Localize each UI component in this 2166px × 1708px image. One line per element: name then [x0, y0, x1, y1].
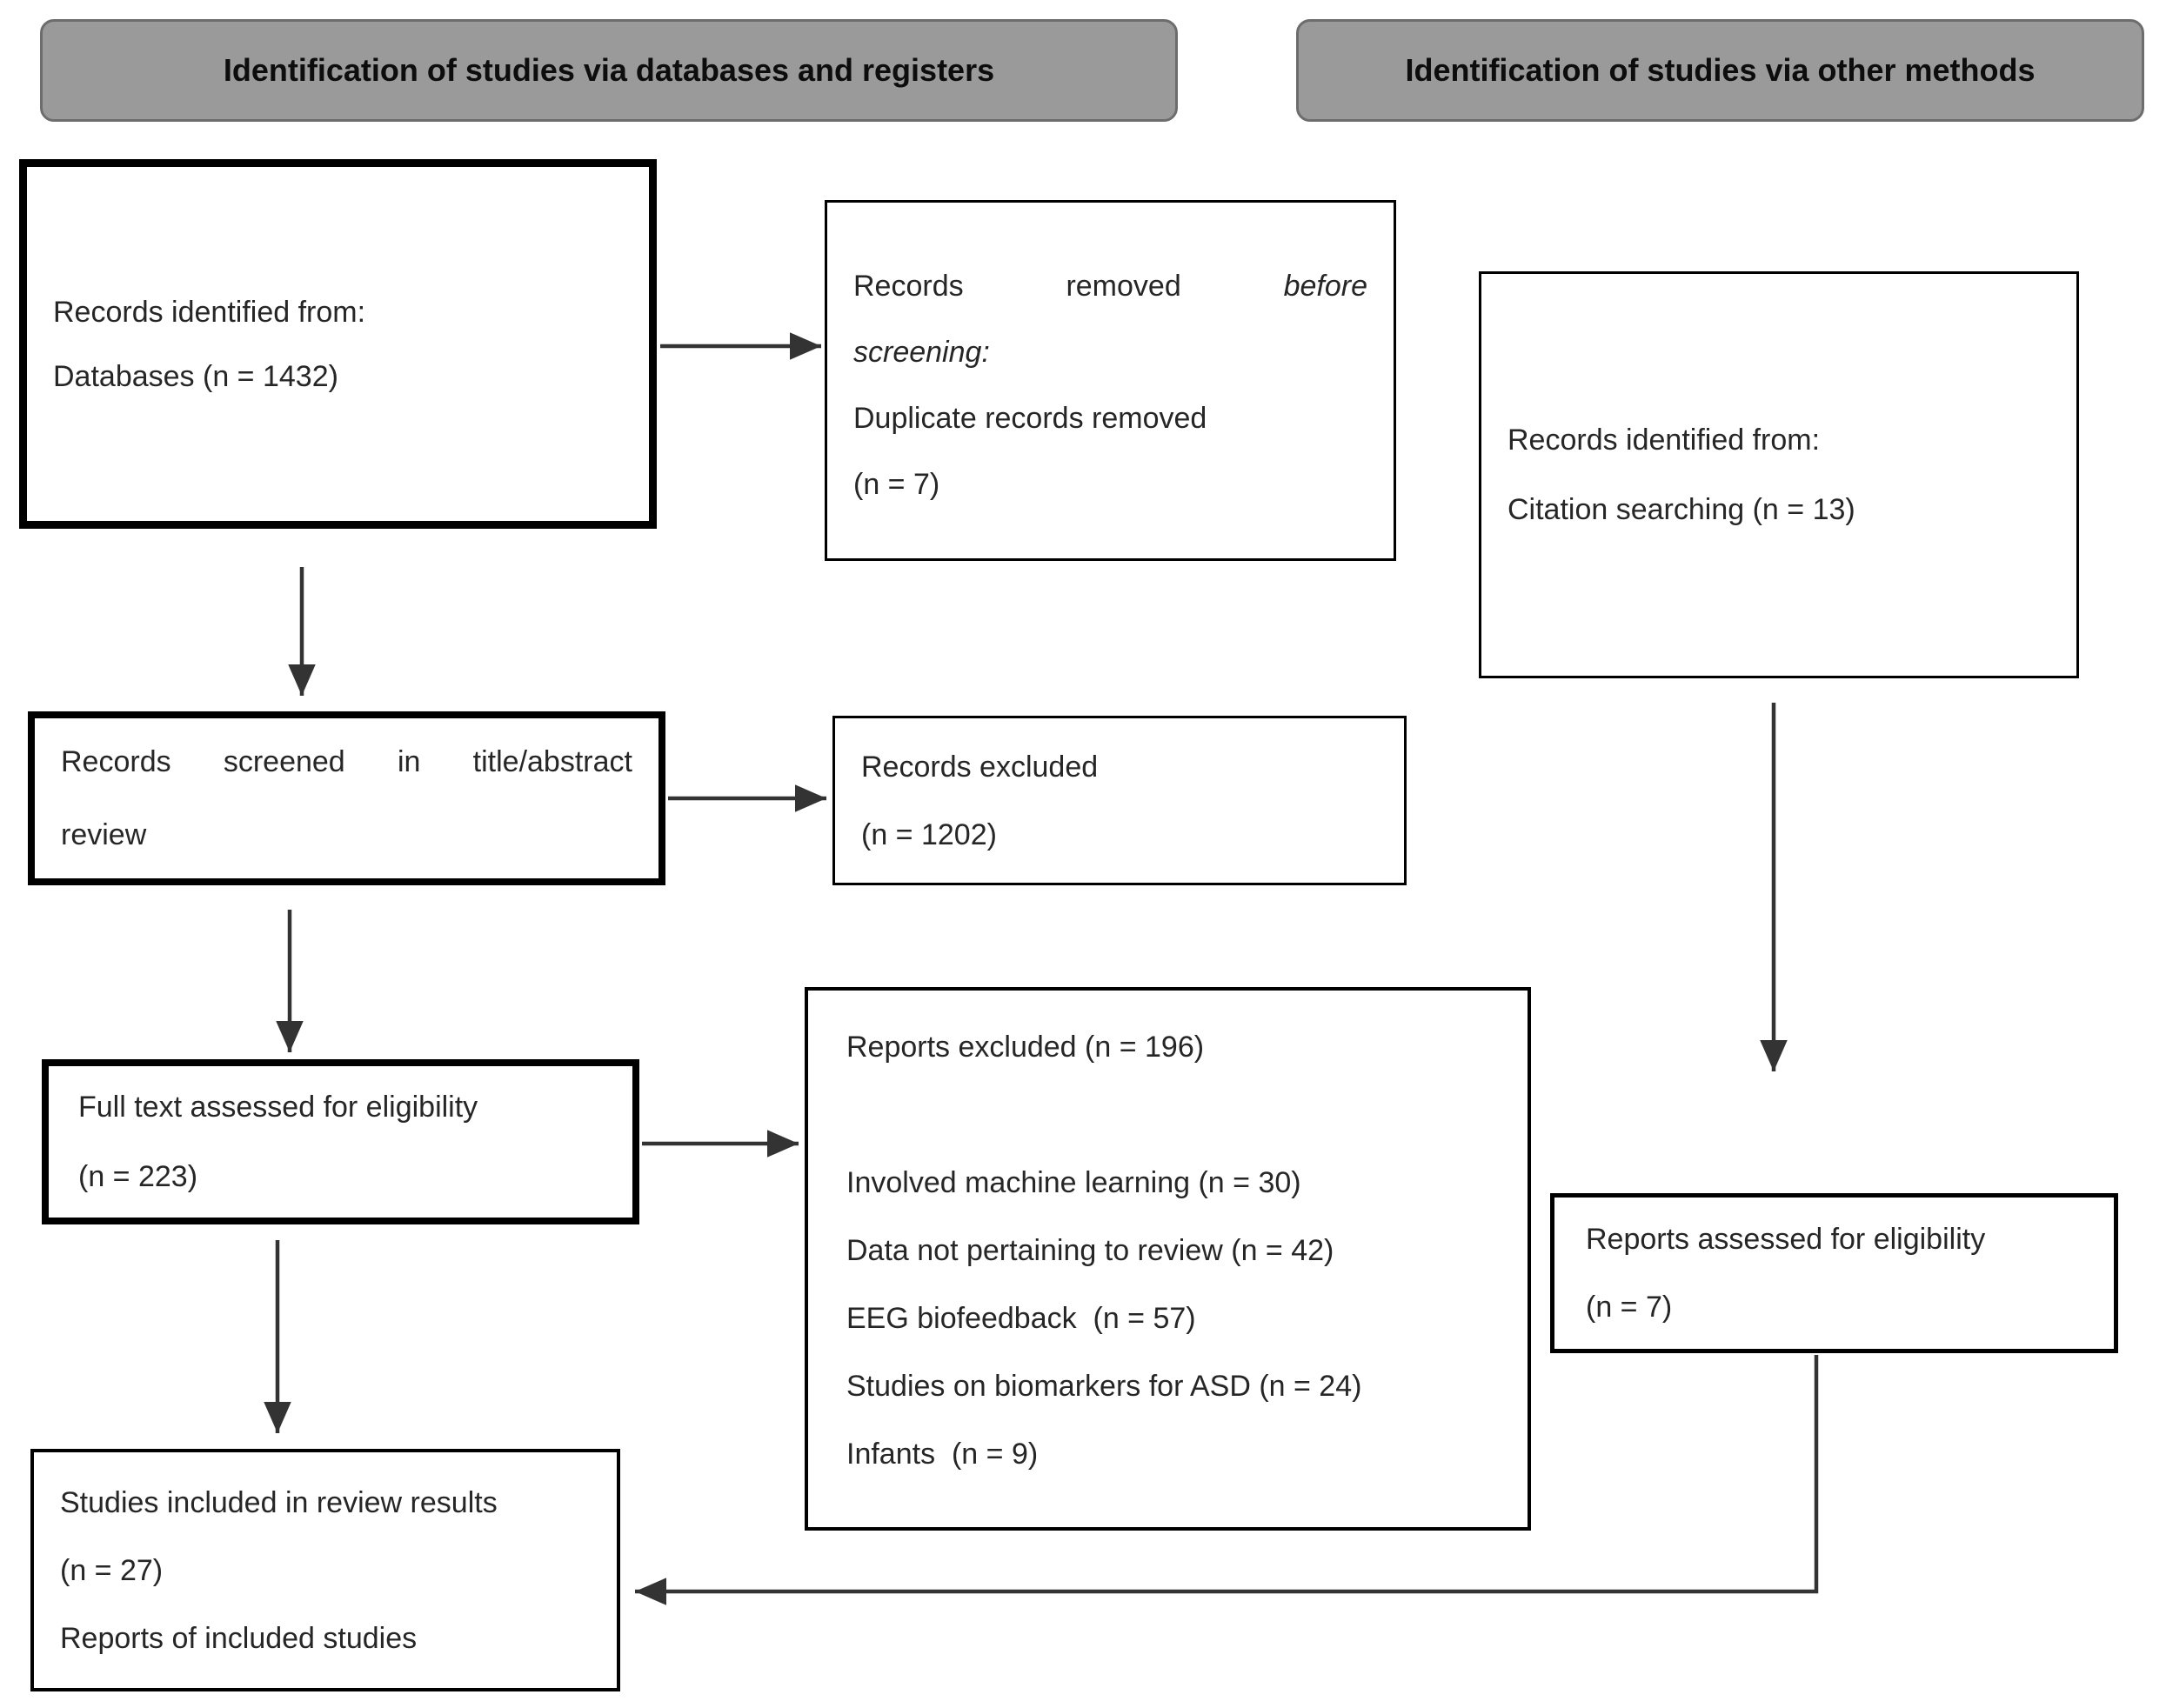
box-records-identified-databases — [19, 159, 657, 529]
fulltext-assessed-label: Full text assessed for eligibility — [78, 1091, 478, 1124]
box-studies-included — [30, 1449, 620, 1691]
reports-of-included-studies-label: Reports of included studies — [60, 1621, 418, 1655]
exclusion-reason-data-not-pertaining: Data not pertaining to review (n = 42) — [846, 1234, 1334, 1267]
fulltext-assessed-count: (n = 223) — [78, 1160, 198, 1193]
reports-assessed-label: Reports assessed for eligibility — [1586, 1223, 1986, 1256]
reports-excluded-spacer — [846, 1081, 1489, 1149]
citation-records-count: Citation searching (n = 13) — [1508, 493, 1855, 526]
box-records-identified-citation — [1479, 271, 2079, 678]
exclusion-reason-infants: Infants (n = 9) — [846, 1438, 1039, 1471]
duplicate-records-removed-count: (n = 7) — [853, 468, 940, 501]
header-identification-other-methods: Identification of studies via other methods — [1296, 19, 2144, 122]
records-identified-count: Databases (n = 1432) — [53, 359, 338, 393]
records-excluded-count: (n = 1202) — [861, 817, 997, 851]
records-removed-word1: Records — [853, 270, 964, 303]
records-screened-line2: review — [61, 818, 147, 851]
records-screened-word4: title/abstract — [472, 745, 632, 778]
records-screened-word1: Records — [61, 745, 171, 778]
box-fulltext-assessed — [42, 1059, 639, 1224]
studies-included-label: Studies included in review results — [60, 1485, 498, 1519]
records-removed-justified-line — [853, 253, 1367, 319]
box-records-excluded — [832, 716, 1407, 885]
records-removed-word3: before — [1283, 270, 1367, 303]
exclusion-reason-eeg-biofeedback: EEG biofeedback (n = 57) — [846, 1302, 1196, 1335]
box-records-removed-before-screening — [825, 200, 1396, 561]
citation-records-line1: Records identified from: — [1508, 424, 1821, 457]
records-screened-word3: in — [397, 745, 421, 778]
box-records-screened — [28, 711, 665, 885]
records-excluded-label: Records excluded — [861, 750, 1099, 784]
box-reports-excluded — [805, 987, 1531, 1531]
records-removed-screening-label: screening: — [853, 336, 990, 369]
box-reports-assessed — [1550, 1193, 2118, 1353]
header-identification-databases-registers: Identification of studies via databases and registers — [40, 19, 1178, 122]
exclusion-reason-biomarkers-asd: Studies on biomarkers for ASD (n = 24) — [846, 1370, 1362, 1403]
exclusion-reason-machine-learning: Involved machine learning (n = 30) — [846, 1166, 1301, 1199]
records-screened-word2: screened — [223, 745, 345, 778]
records-screened-justified-line — [61, 725, 632, 798]
reports-excluded-title: Reports excluded (n = 196) — [846, 1031, 1205, 1064]
reports-assessed-count: (n = 7) — [1586, 1291, 1673, 1324]
records-identified-line1: Records identified from: — [53, 295, 366, 329]
records-removed-word2: removed — [1066, 270, 1181, 303]
studies-included-count: (n = 27) — [60, 1553, 164, 1587]
duplicate-records-removed-label: Duplicate records removed — [853, 402, 1207, 435]
